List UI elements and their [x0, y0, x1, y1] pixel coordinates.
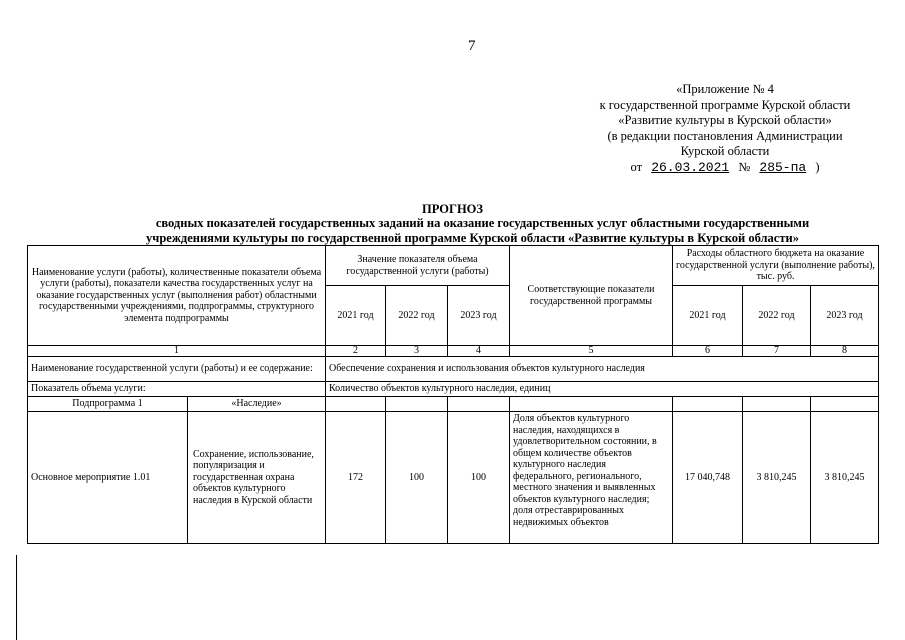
- header-budget-year-2023: 2023 год: [811, 286, 879, 346]
- activity-description: Сохранение, использование, популяризация и государственная охрана объектов культурного наследия в Курской области: [188, 412, 326, 544]
- empty-cell: [448, 397, 510, 412]
- activity-budget-2022: 3 810,245: [743, 412, 811, 544]
- date-prefix: от: [630, 159, 643, 174]
- appendix-block: [560, 82, 890, 175]
- appendix-line-3: «Развитие культуры в Курской области»: [618, 113, 832, 127]
- column-number: 1: [28, 346, 326, 357]
- volume-label: Показатель объема услуги:: [28, 382, 326, 397]
- volume-value: Количество объектов культурного наследия, единиц: [326, 382, 879, 397]
- header-year-2023: 2023 год: [448, 286, 510, 346]
- appendix-date-line: [560, 160, 890, 176]
- service-name-label: Наименование государственной услуги (работы) и ее содержание:: [28, 357, 326, 382]
- activity-name: Основное мероприятие 1.01: [28, 412, 188, 544]
- date-close: ): [815, 159, 820, 174]
- subprogram-label: Подпрограмма 1: [28, 397, 188, 412]
- document-subtitle-line-2: учреждениями культуры по государственной программе Курской области «Развитие культуры в Курской области»: [146, 231, 799, 245]
- header-col-5: Соответствующие показатели государственной программы: [510, 246, 673, 346]
- activity-value-2021: 172: [326, 412, 386, 544]
- appendix-line-2: к государственной программе Курской области: [599, 97, 851, 112]
- document-subtitle-line-1: сводных показателей государственных заданий на оказание государственных услуг областными государственными: [155, 216, 810, 230]
- document-title: ПРОГНОЗ: [421, 202, 483, 216]
- empty-cell: [673, 397, 743, 412]
- column-number: 4: [448, 346, 510, 357]
- appendix-line-1: «Приложение № 4: [676, 82, 774, 96]
- page-edge-line: [16, 555, 17, 640]
- number-value: 285-па: [759, 159, 807, 175]
- appendix-line-5: Курской области: [680, 144, 770, 158]
- activity-budget-2021: 17 040,748: [673, 412, 743, 544]
- column-number: 6: [673, 346, 743, 357]
- column-number: 5: [510, 346, 673, 357]
- service-name-value: Обеспечение сохранения и использования объектов культурного наследия: [326, 357, 879, 382]
- header-budget-year-2021: 2021 год: [673, 286, 743, 346]
- number-prefix: №: [738, 159, 751, 174]
- header-year-2022: 2022 год: [386, 286, 448, 346]
- header-budget-group: Расходы областного бюджета на оказание государственной услуги (выполнение работы), тыс. руб.: [673, 246, 879, 286]
- appendix-line-4: (в редакции постановления Администрации: [607, 128, 843, 143]
- empty-cell: [743, 397, 811, 412]
- header-value-group: Значение показателя объема государственной услуги (работы): [326, 246, 510, 286]
- activity-indicators: Доля объектов культурного наследия, находящихся в удовлетворительном состоянии, в общем количестве объектов культурного наследия федерального, регионального, местного значения и выявленных объектов культурного наследия; доля отреставрированных недвижимых объектов: [510, 412, 673, 544]
- page-number: 7: [468, 38, 476, 54]
- subprogram-name: «Наследие»: [188, 397, 326, 412]
- column-number: 7: [743, 346, 811, 357]
- activity-value-2022: 100: [386, 412, 448, 544]
- date-value: 26.03.2021: [651, 159, 730, 175]
- empty-cell: [326, 397, 386, 412]
- column-number: 3: [386, 346, 448, 357]
- forecast-table: [27, 245, 879, 544]
- empty-cell: [510, 397, 673, 412]
- column-number: 2: [326, 346, 386, 357]
- empty-cell: [386, 397, 448, 412]
- activity-value-2023: 100: [448, 412, 510, 544]
- header-budget-year-2022: 2022 год: [743, 286, 811, 346]
- header-col-1: Наименование услуги (работы), количественные показатели объема услуги (работы), показатели качества государственных услуг на оказание государственных услуг (выполнения работ) областными государственными учреждениями, подпрограммы, структурного элемента подпрограммы: [28, 246, 326, 346]
- header-year-2021: 2021 год: [326, 286, 386, 346]
- activity-budget-2023: 3 810,245: [811, 412, 879, 544]
- column-number: 8: [811, 346, 879, 357]
- empty-cell: [811, 397, 879, 412]
